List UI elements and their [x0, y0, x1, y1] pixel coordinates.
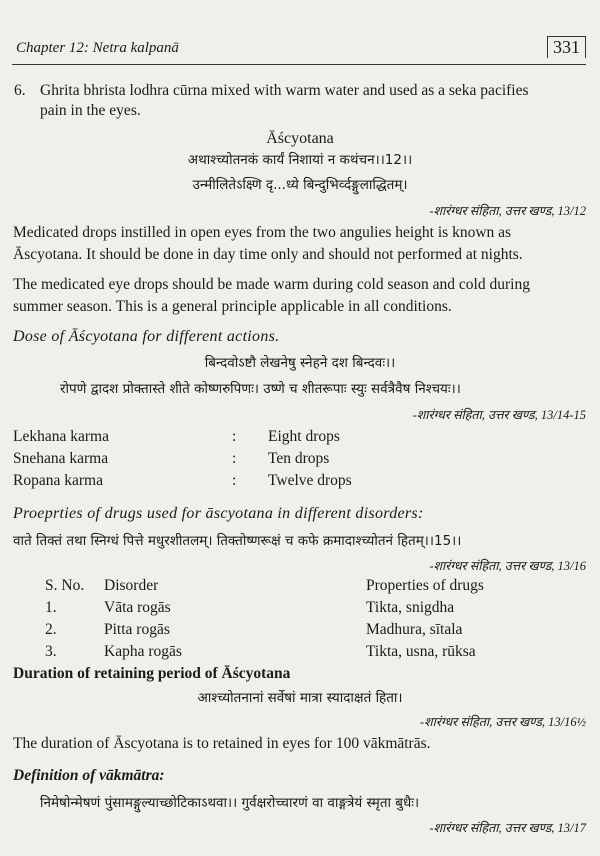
row-sno: 2. [45, 621, 57, 638]
header-properties: Properties of drugs [366, 577, 484, 594]
verse-5-line-1: निमेषोन्मेषणं पुंसामङ्गुल्याच्छोटिकाऽथवा।। गुर्वक्षरोच्चारणं वा वाङ्गत्रेयं स्मृता बुधैः। [40, 795, 420, 811]
paragraph-2-line-1: The medicated eye drops should be made warm during cold season and cold during [13, 276, 530, 293]
row-properties: Tikta, snigdha [366, 599, 455, 616]
paragraph-1-line-1: Medicated drops instilled in open eyes from the two angulies height is known as [13, 224, 512, 241]
chapter-title: Chapter 12: Netra kalpanā [16, 40, 179, 56]
paragraph-2-line-2: summer season. This is a general principle applicable in all conditions. [13, 298, 452, 315]
page-header [12, 38, 586, 65]
ascyotana-heading: Āścyotana [266, 130, 334, 147]
verse-3-citation: -शारंग्धर संहिता, उत्तर खण्ड, 13/16 [429, 559, 586, 573]
properties-heading: Proeprties of drugs used for āscyotana in different disorders: [13, 505, 424, 522]
dose-drops: Ten drops [268, 450, 330, 467]
dose-karma: Lekhana karma [13, 428, 109, 445]
dose-karma: Snehana karma [13, 450, 109, 467]
row-disorder: Vāta rogās [104, 599, 171, 616]
row-properties: Tikta, usna, rūksa [366, 643, 476, 660]
verse-3-line-1: वाते तिक्तं तथा स्निग्धं पित्ते मधुरशीतलम्। तिक्तोष्णरूक्षं च कफे क्रमादाश्च्योतनं हितम्।।15।। [13, 533, 462, 549]
row-properties: Madhura, sītala [366, 621, 463, 638]
verse-2-line-1: बिन्दवोऽष्टौ लेखनेषु स्नेहने दश बिन्दवः।। [204, 355, 396, 371]
dose-separator: : [232, 450, 237, 467]
paragraph-2 [13, 274, 587, 318]
dose-drops: Twelve drops [268, 472, 352, 489]
item-6-line-2: pain in the eyes. [40, 102, 141, 119]
row-sno: 3. [45, 643, 57, 660]
duration-heading: Duration of retaining period of Āścyotana [13, 665, 291, 682]
verse-1-line-1: अथाश्च्योतनकं कार्यं निशायां न कथंचन।।12।। [187, 152, 413, 168]
paragraph-1 [13, 222, 587, 266]
dose-karma: Ropana karma [13, 472, 103, 489]
dose-separator: : [232, 428, 237, 445]
dose-heading: Dose of Āścyotana for different actions. [13, 328, 280, 345]
dose-drops: Eight drops [268, 428, 340, 445]
verse-5-citation: -शारंग्धर संहिता, उत्तर खण्ड, 13/17 [429, 821, 586, 835]
verse-2-line-2: रोपणे द्वादश प्रोक्तास्ते शीते कोष्णरुपिणः। उष्णे च शीतरूपाः स्युः सर्वत्रैवैष निश्चयः।। [60, 381, 461, 397]
verse-4-line-1: आश्च्योतनानां सर्वेषां मात्रा स्यादाक्षतं हिता। [197, 690, 403, 706]
header-sno: S. No. [45, 577, 85, 594]
item-6-line-1: Ghrita bhrista lodhra cūrna mixed with warm water and used as a seka pacifies [40, 82, 529, 99]
dose-separator: : [232, 472, 237, 489]
definition-heading: Definition of vākmātra: [13, 767, 165, 784]
page-number: 331 [547, 36, 586, 58]
header-disorder: Disorder [104, 577, 159, 594]
verse-2-citation: -शारंग्धर संहिता, उत्तर खण्ड, 13/14-15 [412, 408, 586, 422]
item-6-number: 6. [14, 82, 26, 99]
duration-text: The duration of Āscyotana is to retained in eyes for 100 vākmātrās. [13, 735, 431, 752]
verse-1-citation: -शारंग्धर संहिता, उत्तर खण्ड, 13/12 [429, 204, 586, 218]
verse-1-line-2: उन्मीलितेऽक्ष्णि दृ...ध्ये बिन्दुभिर्व्दङ्गुलाद्धितम्। [192, 177, 408, 193]
paragraph-1-line-2: Āscyotana. It should be done in day time only and should not performed at nights. [13, 246, 523, 263]
row-disorder: Kapha rogās [104, 643, 182, 660]
row-disorder: Pitta rogās [104, 621, 170, 638]
verse-4-citation: -शारंग्धर संहिता, उत्तर खण्ड, 13/16½ [419, 715, 586, 729]
row-sno: 1. [45, 599, 57, 616]
